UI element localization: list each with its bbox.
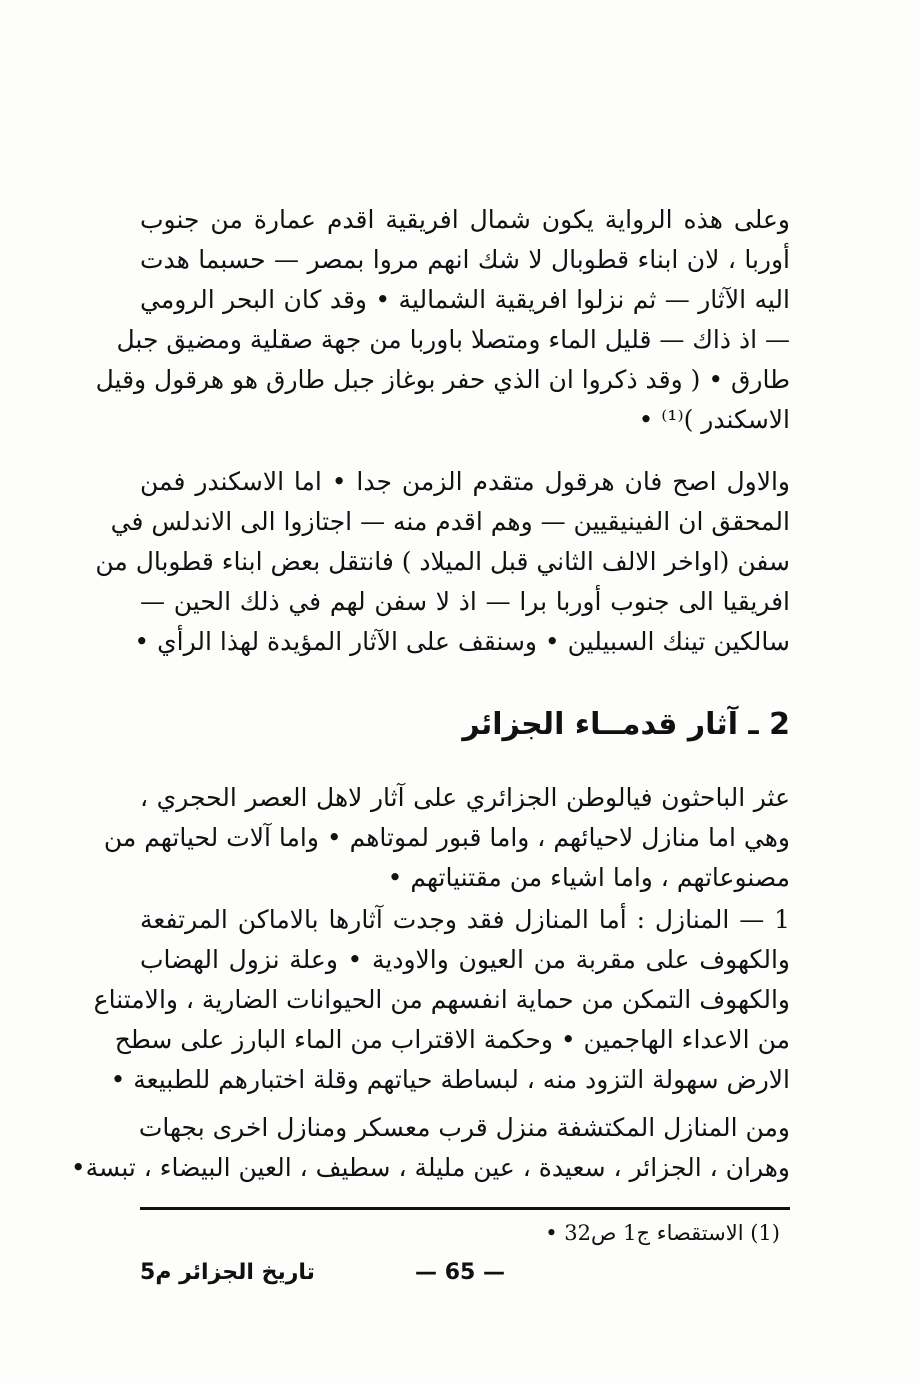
text-line: والكهوف التمكن من حماية انفسهم من الحيوانات الضارية ، والامتناع bbox=[93, 985, 790, 1014]
text-line: والاول اصح فان هرقول متقدم الزمن جدا • اما الاسكندر فمن bbox=[140, 467, 790, 496]
text-line: 1 — المنازل : أما المنازل فقد وجدت آثارها بالاماكن المرتفعة bbox=[140, 905, 790, 934]
text-line: افريقيا الى جنوب أوربا برا — اذ لا سفن لهم في ذلك الحين — bbox=[140, 587, 790, 616]
section-heading: 2 ـ آثار قدمــاء الجزائر bbox=[462, 707, 790, 742]
text-line: والكهوف على مقربة من العيون والاودية • وعلة نزول الهضاب bbox=[140, 945, 790, 974]
text-line: سفن (اواخر الالف الثاني قبل الميلاد ) فانتقل بعض ابناء قطوبال من bbox=[95, 547, 790, 576]
text-line: من الاعداء الهاجمين • وحكمة الاقتراب من الماء البارز على سطح bbox=[114, 1025, 790, 1054]
text-line: وهران ، الجزائر ، سعيدة ، عين مليلة ، سطيف ، العين البيضاء ، تبسة• bbox=[70, 1153, 790, 1182]
text-line: مصنوعاتهم ، واما اشياء من مقتنياتهم • bbox=[387, 863, 790, 892]
page-number: — 65 — bbox=[415, 1260, 505, 1285]
footnote-divider bbox=[140, 1207, 790, 1210]
text-line: اليه الآثار — ثم نزلوا افريقية الشمالية • وقد كان البحر الرومي bbox=[140, 285, 790, 314]
text-line: طارق • ( وقد ذكروا ان الذي حفر بوغاز جبل طارق هو هرقول وقيل bbox=[95, 365, 790, 394]
paragraph-3 bbox=[103, 778, 790, 898]
text-line: الارض سهولة التزود منه ، لبساطة حياتهم وقلة اختبارهم للطبيعة • bbox=[110, 1065, 790, 1094]
paragraph-5 bbox=[70, 1108, 790, 1188]
text-line: المحقق ان الفينيقيين — وهم اقدم منه — اجتازوا الى الاندلس في bbox=[110, 507, 790, 536]
text-line: وهي اما منازل لاحيائهم ، واما قبور لموتاهم • واما آلات لحياتهم من bbox=[103, 823, 790, 852]
paragraph-4 bbox=[93, 900, 790, 1100]
text-line: ومن المنازل المكتشفة منزل قرب معسكر ومنازل اخرى بجهات bbox=[138, 1113, 790, 1142]
text-line: سالكين تينك السبيلين • وسنقف على الآثار المؤيدة لهذا الرأي • bbox=[134, 627, 790, 656]
text-line: أوربا ، لان ابناء قطوبال لا شك انهم مروا بمصر — حسبما هدت bbox=[140, 245, 790, 274]
text-line: — اذ ذاك — قليل الماء ومتصلا باوربا من جهة صقلية ومضيق جبل bbox=[116, 325, 790, 354]
text-line: وعلى هذه الرواية يكون شمال افريقية اقدم عمارة من جنوب bbox=[140, 205, 790, 234]
running-title: تاريخ الجزائر م5 bbox=[140, 1260, 315, 1285]
text-line: عثر الباحثون فيالوطن الجزائري على آثار لاهل العصر الحجري ، bbox=[140, 783, 790, 812]
paragraph-1 bbox=[95, 200, 790, 440]
paragraph-2 bbox=[95, 462, 790, 662]
text-line: الاسكندر )⁽¹⁾ • bbox=[638, 405, 790, 434]
footnote: (1) الاستقصاء ج1 ص32 • bbox=[545, 1221, 780, 1245]
